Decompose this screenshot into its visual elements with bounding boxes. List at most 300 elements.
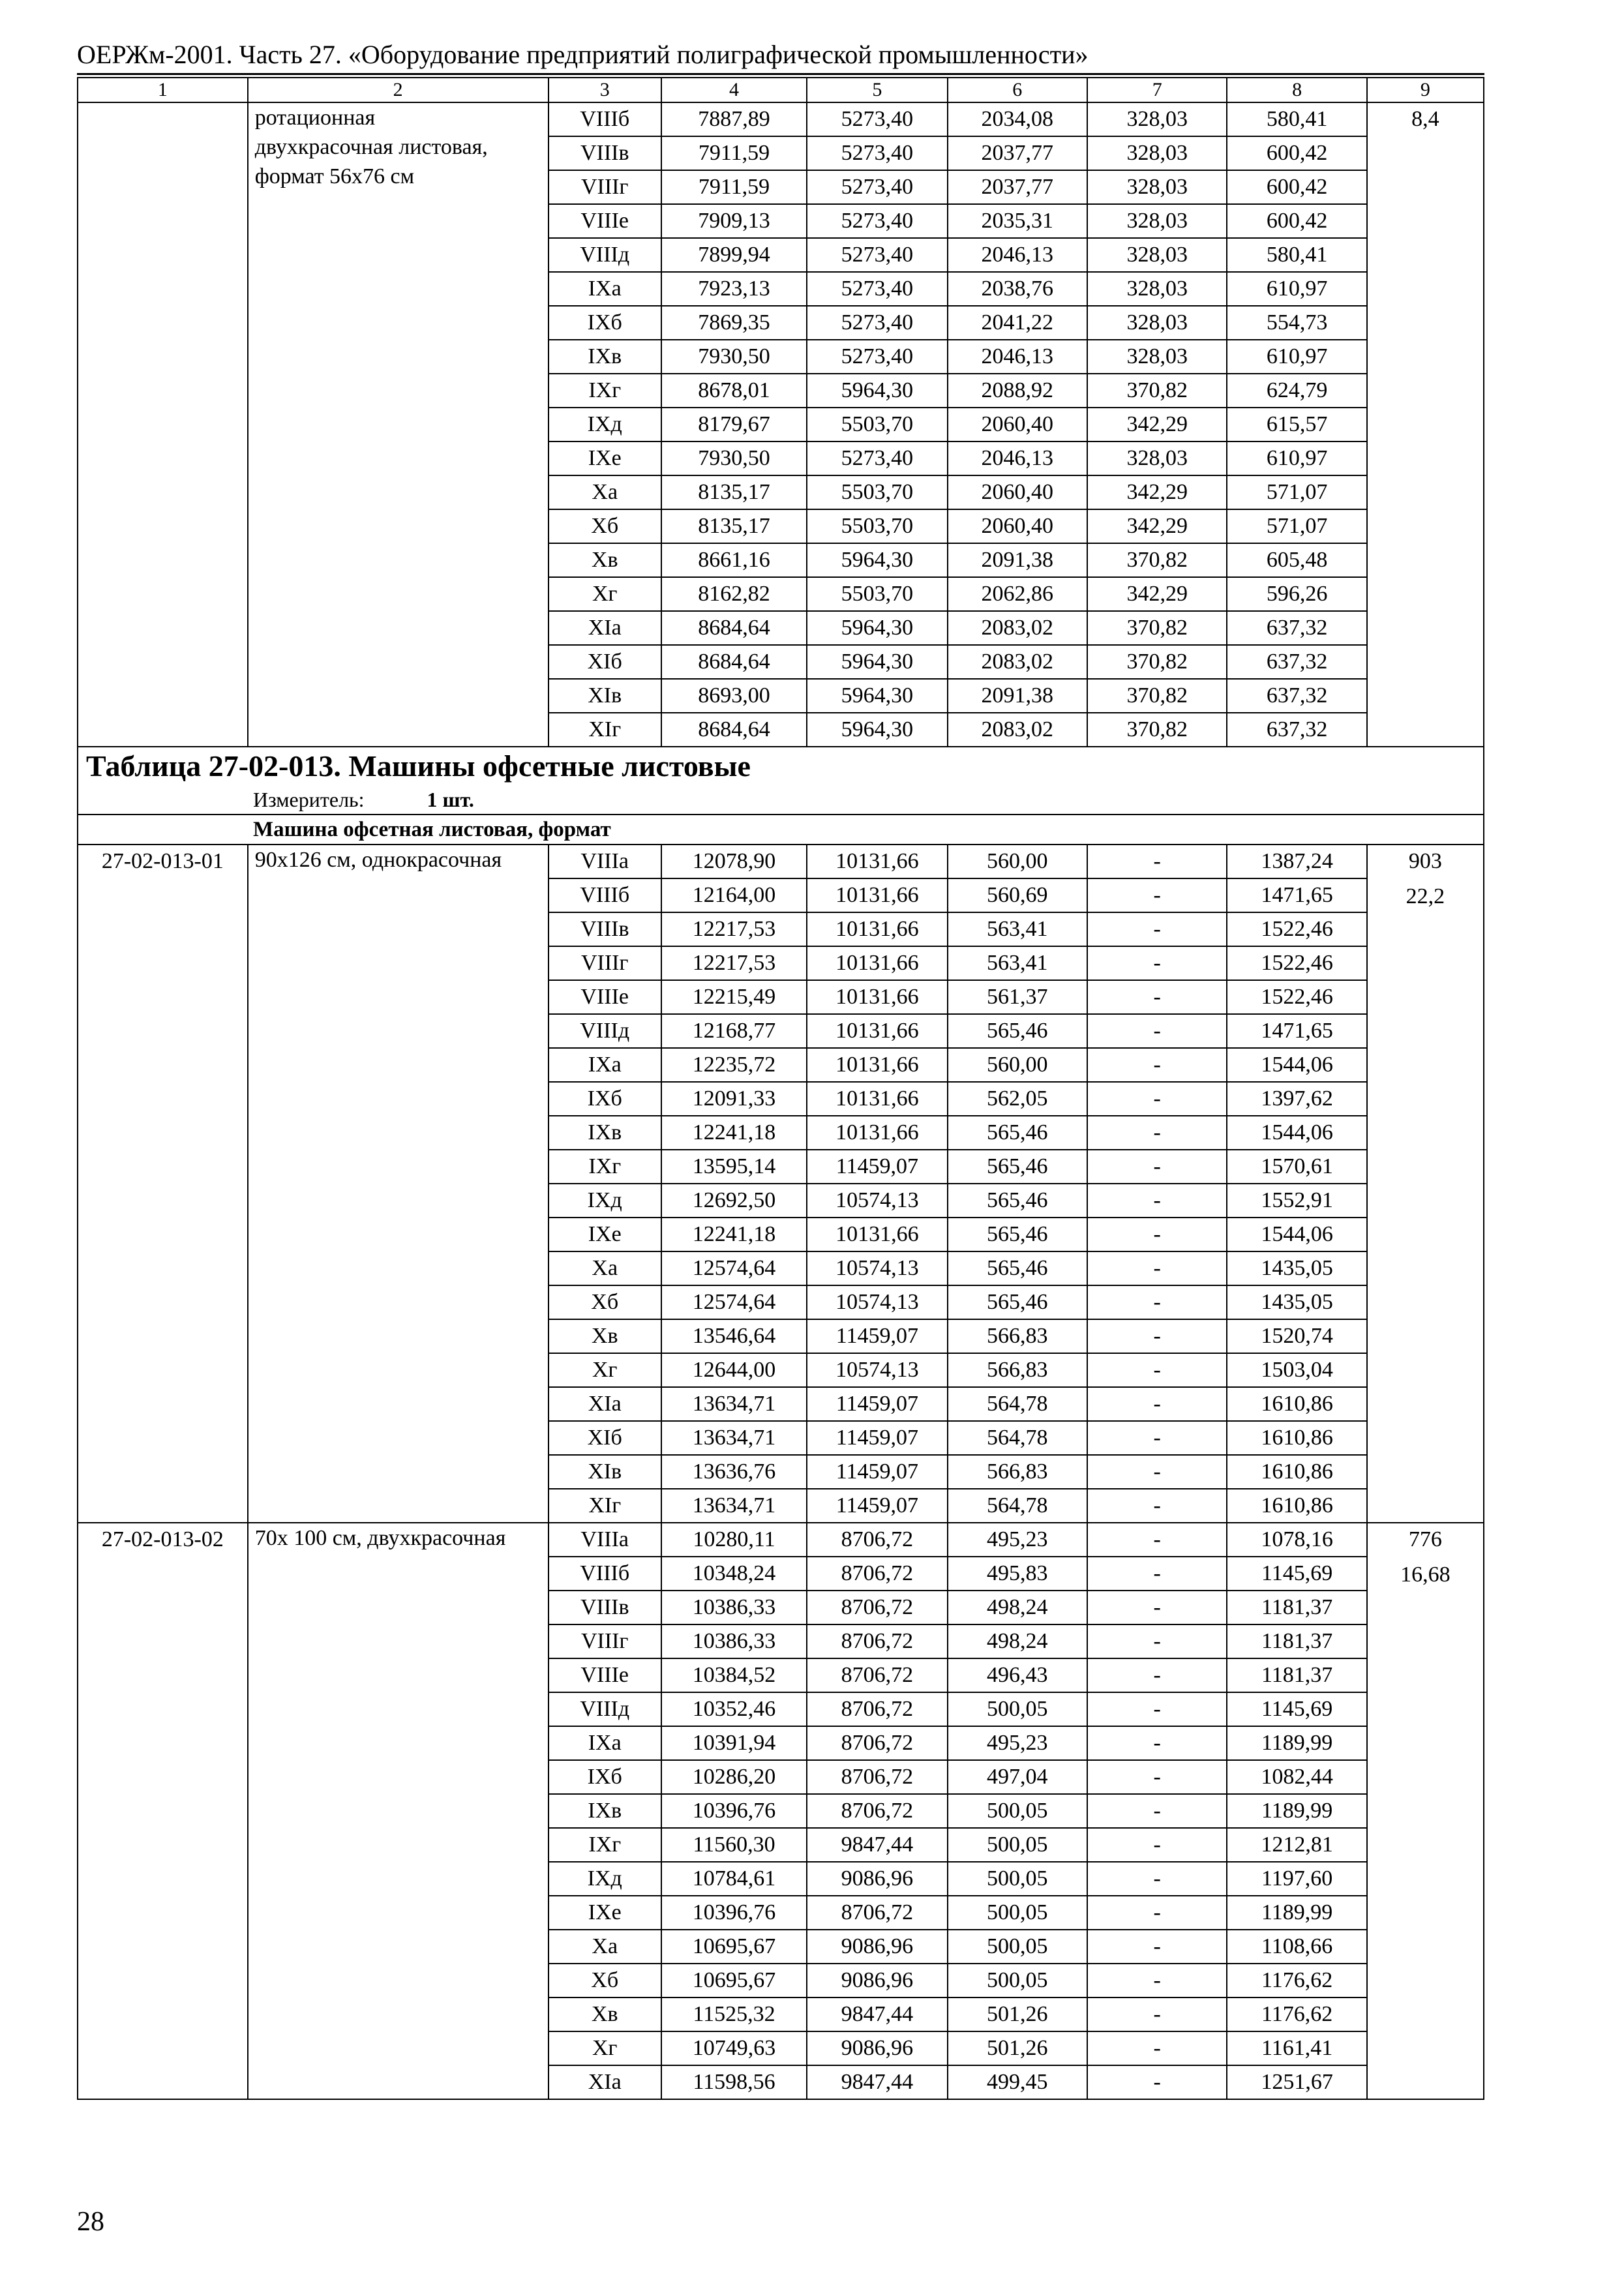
- cell-col-5: 10131,66: [807, 878, 947, 912]
- cell-col-7: -: [1087, 980, 1227, 1014]
- cell-col-7: -: [1087, 1692, 1227, 1726]
- cell-col-8: 1145,69: [1227, 1692, 1366, 1726]
- cell-col-6: 500,05: [948, 1828, 1087, 1862]
- cell-col-8: 1522,46: [1227, 912, 1366, 946]
- cell-col-6: 498,24: [948, 1624, 1087, 1658]
- cell-col-5: 5273,40: [807, 102, 947, 136]
- col-9-cell: [1367, 845, 1484, 1523]
- cell-col-6: 566,83: [948, 1455, 1087, 1489]
- cell-col-5: 5964,30: [807, 543, 947, 577]
- cell-col-7: 328,03: [1087, 204, 1227, 238]
- cell-col-7: -: [1087, 1082, 1227, 1116]
- cell-col-3: ХIа: [549, 2065, 661, 2099]
- cell-col-5: 5964,30: [807, 611, 947, 645]
- cell-col-8: 554,73: [1227, 306, 1366, 340]
- table-row: [78, 102, 1484, 136]
- unit-value: 1 шт.: [427, 788, 474, 811]
- cell-col-5: 5273,40: [807, 204, 947, 238]
- cell-col-8: 1181,37: [1227, 1658, 1366, 1692]
- cell-col-8: 1435,05: [1227, 1285, 1366, 1319]
- cell-col-4: 8179,67: [661, 408, 807, 441]
- cell-col-3: IХб: [549, 1760, 661, 1794]
- cell-col-5: 10131,66: [807, 912, 947, 946]
- cell-col-5: 8706,72: [807, 1692, 947, 1726]
- cell-col-7: 328,03: [1087, 102, 1227, 136]
- cell-col-3: Хв: [549, 1997, 661, 2031]
- cell-col-8: 1610,86: [1227, 1387, 1366, 1421]
- cell-col-5: 5273,40: [807, 238, 947, 272]
- cell-col-4: 10396,76: [661, 1896, 807, 1930]
- cell-col-6: 565,46: [948, 1285, 1087, 1319]
- cell-col-3: IХе: [549, 441, 661, 475]
- table-row: [78, 1523, 1484, 1557]
- cell-col-8: 1189,99: [1227, 1896, 1366, 1930]
- cell-col-6: 564,78: [948, 1489, 1087, 1523]
- cell-col-7: -: [1087, 1218, 1227, 1251]
- cell-col-8: 1544,06: [1227, 1218, 1366, 1251]
- cell-col-8: 1435,05: [1227, 1251, 1366, 1285]
- cell-col-4: 10391,94: [661, 1726, 807, 1760]
- cell-col-5: 5273,40: [807, 170, 947, 204]
- cell-col-6: 560,69: [948, 878, 1087, 912]
- cell-col-6: 2038,76: [948, 272, 1087, 306]
- cell-col-3: ХIг: [549, 1489, 661, 1523]
- cell-col-5: 9847,44: [807, 2065, 947, 2099]
- cell-col-3: VIIIа: [549, 845, 661, 878]
- cell-col-8: 1161,41: [1227, 2031, 1366, 2065]
- cell-col-5: 5503,70: [807, 509, 947, 543]
- cell-col-5: 10574,13: [807, 1184, 947, 1218]
- cell-col-4: 10695,67: [661, 1964, 807, 1997]
- cell-col-3: VIIIв: [549, 1591, 661, 1624]
- cell-col-5: 10131,66: [807, 946, 947, 980]
- cell-col-5: 10131,66: [807, 1116, 947, 1150]
- cell-col-5: 9847,44: [807, 1828, 947, 1862]
- cell-col-5: 11459,07: [807, 1319, 947, 1353]
- cell-col-5: 5503,70: [807, 577, 947, 611]
- cell-col-4: 13595,14: [661, 1150, 807, 1184]
- cell-col-7: 328,03: [1087, 340, 1227, 374]
- cell-col-6: 2088,92: [948, 374, 1087, 408]
- cell-col-4: 13636,76: [661, 1455, 807, 1489]
- cell-col-3: VIIIб: [549, 878, 661, 912]
- cell-col-8: 1181,37: [1227, 1624, 1366, 1658]
- cell-col-4: 12644,00: [661, 1353, 807, 1387]
- cell-col-7: -: [1087, 1557, 1227, 1591]
- cell-col-4: 11525,32: [661, 1997, 807, 2031]
- cell-col-3: ХIг: [549, 713, 661, 747]
- cell-col-7: -: [1087, 2065, 1227, 2099]
- cell-col-8: 1503,04: [1227, 1353, 1366, 1387]
- cell-col-3: Хг: [549, 1353, 661, 1387]
- cell-col-3: Хг: [549, 2031, 661, 2065]
- row-description-cell: 70х 100 см, двухкрасочная: [248, 1523, 549, 2099]
- cell-col-7: -: [1087, 1862, 1227, 1896]
- cell-col-7: -: [1087, 1896, 1227, 1930]
- cell-col-4: 12215,49: [661, 980, 807, 1014]
- page-number: 28: [77, 2207, 104, 2237]
- cell-col-4: 8135,17: [661, 509, 807, 543]
- cell-col-7: -: [1087, 1014, 1227, 1048]
- cell-col-4: 13546,64: [661, 1319, 807, 1353]
- cell-col-6: 501,26: [948, 2031, 1087, 2065]
- cell-col-8: 1570,61: [1227, 1150, 1366, 1184]
- cell-col-6: 2091,38: [948, 679, 1087, 713]
- cell-col-3: VIIIв: [549, 136, 661, 170]
- table-title: Таблица 27-02-013. Машины офсетные листовые: [78, 747, 1484, 785]
- column-number: 8: [1227, 78, 1366, 102]
- cell-col-8: 1552,91: [1227, 1184, 1366, 1218]
- cell-col-8: 600,42: [1227, 170, 1366, 204]
- cell-col-4: 12217,53: [661, 912, 807, 946]
- cell-col-6: 563,41: [948, 912, 1087, 946]
- cell-col-5: 10574,13: [807, 1285, 947, 1319]
- cell-col-6: 500,05: [948, 1964, 1087, 1997]
- cell-col-3: VIIIд: [549, 1692, 661, 1726]
- cell-col-6: 2091,38: [948, 543, 1087, 577]
- cell-col-6: 501,26: [948, 1997, 1087, 2031]
- cell-col-3: IХа: [549, 272, 661, 306]
- cell-col-5: 9086,96: [807, 1964, 947, 1997]
- column-number-row: [78, 78, 1484, 102]
- cell-col-5: 9086,96: [807, 1862, 947, 1896]
- cell-col-7: -: [1087, 1930, 1227, 1964]
- cell-col-5: 8706,72: [807, 1794, 947, 1828]
- cell-col-6: 2062,86: [948, 577, 1087, 611]
- cell-col-5: 5273,40: [807, 272, 947, 306]
- cell-col-3: IХд: [549, 1184, 661, 1218]
- cell-col-8: 1471,65: [1227, 878, 1366, 912]
- cell-col-7: -: [1087, 1489, 1227, 1523]
- cell-col-6: 565,46: [948, 1251, 1087, 1285]
- cell-col-8: 1176,62: [1227, 1997, 1366, 2031]
- cell-col-5: 5273,40: [807, 340, 947, 374]
- cell-col-4: 12241,18: [661, 1116, 807, 1150]
- cell-col-7: -: [1087, 1828, 1227, 1862]
- cell-col-4: 8684,64: [661, 713, 807, 747]
- cell-col-6: 2046,13: [948, 441, 1087, 475]
- cell-col-3: IХа: [549, 1726, 661, 1760]
- cell-col-8: 615,57: [1227, 408, 1366, 441]
- cell-col-6: 565,46: [948, 1014, 1087, 1048]
- cell-col-4: 8135,17: [661, 475, 807, 509]
- cell-col-4: 10352,46: [661, 1692, 807, 1726]
- col-9-cell: [1367, 102, 1484, 747]
- cell-col-6: 566,83: [948, 1353, 1087, 1387]
- cell-col-6: 500,05: [948, 1692, 1087, 1726]
- cell-col-8: 1522,46: [1227, 946, 1366, 980]
- cell-col-8: 1544,06: [1227, 1116, 1366, 1150]
- cell-col-5: 10131,66: [807, 980, 947, 1014]
- cell-col-3: IХв: [549, 340, 661, 374]
- cell-col-6: 2034,08: [948, 102, 1087, 136]
- cell-col-3: ХIб: [549, 1421, 661, 1455]
- cell-col-8: 610,97: [1227, 340, 1366, 374]
- cell-col-4: 7930,50: [661, 441, 807, 475]
- cell-col-4: 13634,71: [661, 1489, 807, 1523]
- unit-label: Измеритель:: [253, 788, 365, 811]
- cell-col-5: 8706,72: [807, 1624, 947, 1658]
- cell-col-5: 5964,30: [807, 374, 947, 408]
- cell-col-8: 637,32: [1227, 679, 1366, 713]
- page-header: ОЕРЖм-2001. Часть 27. «Оборудование предприятий полиграфической промышленности»: [77, 40, 1089, 69]
- cell-col-4: 7869,35: [661, 306, 807, 340]
- cell-col-7: 370,82: [1087, 645, 1227, 679]
- cell-col-4: 10386,33: [661, 1624, 807, 1658]
- cell-col-7: -: [1087, 1048, 1227, 1082]
- cell-col-4: 7923,13: [661, 272, 807, 306]
- cell-col-8: 1522,46: [1227, 980, 1366, 1014]
- cell-col-6: 565,46: [948, 1116, 1087, 1150]
- cell-col-7: 342,29: [1087, 509, 1227, 543]
- cell-col-7: -: [1087, 1387, 1227, 1421]
- cell-col-6: 495,23: [948, 1523, 1087, 1557]
- cell-col-7: 328,03: [1087, 306, 1227, 340]
- cell-col-7: 342,29: [1087, 475, 1227, 509]
- cell-col-6: 497,04: [948, 1760, 1087, 1794]
- cell-col-5: 11459,07: [807, 1455, 947, 1489]
- cell-col-3: VIIIв: [549, 912, 661, 946]
- cell-col-8: 1397,62: [1227, 1082, 1366, 1116]
- cell-col-8: 637,32: [1227, 713, 1366, 747]
- cell-col-7: 370,82: [1087, 679, 1227, 713]
- cell-col-8: 637,32: [1227, 645, 1366, 679]
- unit-cell: [78, 785, 1484, 815]
- cell-col-4: 13634,71: [661, 1387, 807, 1421]
- column-number: 5: [807, 78, 947, 102]
- cell-col-3: Хв: [549, 543, 661, 577]
- cell-col-7: -: [1087, 878, 1227, 912]
- cell-col-5: 8706,72: [807, 1760, 947, 1794]
- cell-col-7: -: [1087, 845, 1227, 878]
- column-number: 4: [661, 78, 807, 102]
- cell-col-5: 8706,72: [807, 1557, 947, 1591]
- cell-col-8: 1520,74: [1227, 1319, 1366, 1353]
- cell-col-5: 10131,66: [807, 1014, 947, 1048]
- col-9-value: 16,68: [1400, 1563, 1451, 1587]
- cell-col-6: 499,45: [948, 2065, 1087, 2099]
- cell-col-8: 580,41: [1227, 102, 1366, 136]
- cell-col-4: 12574,64: [661, 1285, 807, 1319]
- cell-col-4: 12091,33: [661, 1082, 807, 1116]
- group-header-row: [78, 815, 1484, 845]
- cell-col-8: 1189,99: [1227, 1726, 1366, 1760]
- cell-col-5: 10131,66: [807, 1048, 947, 1082]
- column-number: 3: [549, 78, 661, 102]
- cell-col-4: 8678,01: [661, 374, 807, 408]
- cell-col-6: 500,05: [948, 1930, 1087, 1964]
- cell-col-5: 5273,40: [807, 136, 947, 170]
- row-description-cell: ротационная двухкрасочная листовая, формат 56х76 см: [248, 102, 549, 747]
- cell-col-8: 605,48: [1227, 543, 1366, 577]
- cell-col-6: 560,00: [948, 845, 1087, 878]
- cell-col-7: -: [1087, 1319, 1227, 1353]
- cell-col-3: Ха: [549, 475, 661, 509]
- cell-col-4: 11560,30: [661, 1828, 807, 1862]
- cell-col-3: ХIв: [549, 679, 661, 713]
- cell-col-3: VIIIг: [549, 946, 661, 980]
- cell-col-7: 328,03: [1087, 238, 1227, 272]
- cell-col-7: 370,82: [1087, 713, 1227, 747]
- cell-col-3: VIIIа: [549, 1523, 661, 1557]
- cell-col-7: -: [1087, 1251, 1227, 1285]
- cell-col-6: 495,23: [948, 1726, 1087, 1760]
- cell-col-3: VIIIд: [549, 238, 661, 272]
- cell-col-6: 2083,02: [948, 713, 1087, 747]
- cell-col-7: 328,03: [1087, 136, 1227, 170]
- cell-col-5: 10574,13: [807, 1353, 947, 1387]
- cell-col-8: 637,32: [1227, 611, 1366, 645]
- cell-col-3: ХIа: [549, 1387, 661, 1421]
- cell-col-6: 498,24: [948, 1591, 1087, 1624]
- cell-col-4: 10348,24: [661, 1557, 807, 1591]
- cell-col-6: 2083,02: [948, 611, 1087, 645]
- cell-col-8: 1212,81: [1227, 1828, 1366, 1862]
- cell-col-6: 563,41: [948, 946, 1087, 980]
- table-title-row: [78, 747, 1484, 785]
- cell-col-8: 1610,86: [1227, 1489, 1366, 1523]
- cell-col-6: 2037,77: [948, 136, 1087, 170]
- cell-col-7: 328,03: [1087, 441, 1227, 475]
- column-number: 2: [248, 78, 549, 102]
- cell-col-5: 8706,72: [807, 1726, 947, 1760]
- cell-col-3: Хг: [549, 577, 661, 611]
- cell-col-8: 600,42: [1227, 204, 1366, 238]
- cell-col-5: 8706,72: [807, 1591, 947, 1624]
- cell-col-8: 1251,67: [1227, 2065, 1366, 2099]
- cell-col-8: 580,41: [1227, 238, 1366, 272]
- cell-col-4: 12078,90: [661, 845, 807, 878]
- cell-col-3: VIIIд: [549, 1014, 661, 1048]
- cell-col-5: 9847,44: [807, 1997, 947, 2031]
- cell-col-5: 8706,72: [807, 1896, 947, 1930]
- cell-col-5: 11459,07: [807, 1387, 947, 1421]
- cell-col-4: 10280,11: [661, 1523, 807, 1557]
- cell-col-8: 1078,16: [1227, 1523, 1366, 1557]
- col-9-value: 776: [1408, 1527, 1442, 1551]
- cell-col-4: 12168,77: [661, 1014, 807, 1048]
- cell-col-8: 1181,37: [1227, 1591, 1366, 1624]
- cell-col-5: 8706,72: [807, 1523, 947, 1557]
- cell-col-3: IХд: [549, 408, 661, 441]
- row-description-cell: 90х126 см, однокрасочная: [248, 845, 549, 1523]
- cell-col-5: 10131,66: [807, 1218, 947, 1251]
- cell-col-6: 2037,77: [948, 170, 1087, 204]
- cell-col-3: VIIIе: [549, 1658, 661, 1692]
- cell-col-5: 11459,07: [807, 1489, 947, 1523]
- cell-col-3: VIIIг: [549, 170, 661, 204]
- cell-col-4: 10384,52: [661, 1658, 807, 1692]
- cell-col-3: IХа: [549, 1048, 661, 1082]
- cell-col-4: 12692,50: [661, 1184, 807, 1218]
- cell-col-3: IХв: [549, 1116, 661, 1150]
- table-body: [78, 78, 1484, 2099]
- cell-col-7: -: [1087, 1353, 1227, 1387]
- cell-col-5: 9086,96: [807, 2031, 947, 2065]
- cell-col-6: 560,00: [948, 1048, 1087, 1082]
- cell-col-5: 5503,70: [807, 408, 947, 441]
- cell-col-5: 5964,30: [807, 645, 947, 679]
- cell-col-8: 1387,24: [1227, 845, 1366, 878]
- cell-col-6: 2060,40: [948, 475, 1087, 509]
- cell-col-4: 10695,67: [661, 1930, 807, 1964]
- cell-col-6: 2083,02: [948, 645, 1087, 679]
- cell-col-3: ХIа: [549, 611, 661, 645]
- cell-col-4: 7911,59: [661, 170, 807, 204]
- cell-col-7: 370,82: [1087, 543, 1227, 577]
- cell-col-5: 5273,40: [807, 306, 947, 340]
- cell-col-6: 2060,40: [948, 408, 1087, 441]
- cell-col-6: 2060,40: [948, 509, 1087, 543]
- cell-col-7: 370,82: [1087, 374, 1227, 408]
- cell-col-6: 500,05: [948, 1896, 1087, 1930]
- cell-col-4: 10784,61: [661, 1862, 807, 1896]
- row-code-cell: 27-02-013-01: [78, 845, 248, 1523]
- cell-col-6: 2046,13: [948, 340, 1087, 374]
- cell-col-6: 500,05: [948, 1794, 1087, 1828]
- cell-col-6: 496,43: [948, 1658, 1087, 1692]
- cell-col-6: 2041,22: [948, 306, 1087, 340]
- cell-col-3: IХг: [549, 1150, 661, 1184]
- cell-col-5: 5964,30: [807, 679, 947, 713]
- cell-col-4: 7899,94: [661, 238, 807, 272]
- header-rule: [77, 73, 1484, 75]
- cell-col-7: -: [1087, 1150, 1227, 1184]
- cell-col-5: 5503,70: [807, 475, 947, 509]
- cell-col-3: IХб: [549, 1082, 661, 1116]
- cell-col-3: IХг: [549, 374, 661, 408]
- cell-col-3: IХб: [549, 306, 661, 340]
- cell-col-6: 565,46: [948, 1150, 1087, 1184]
- column-number: 6: [948, 78, 1087, 102]
- cell-col-3: IХе: [549, 1896, 661, 1930]
- col-9-value: 22,2: [1406, 884, 1445, 908]
- cell-col-7: -: [1087, 1591, 1227, 1624]
- cell-col-5: 9086,96: [807, 1930, 947, 1964]
- cell-col-7: 342,29: [1087, 408, 1227, 441]
- cell-col-7: 370,82: [1087, 611, 1227, 645]
- cell-col-5: 8706,72: [807, 1658, 947, 1692]
- cell-col-4: 12241,18: [661, 1218, 807, 1251]
- cell-col-4: 7887,89: [661, 102, 807, 136]
- cell-col-3: Хб: [549, 509, 661, 543]
- cell-col-4: 12164,00: [661, 878, 807, 912]
- rates-table: [77, 77, 1484, 2100]
- cell-col-3: Хб: [549, 1964, 661, 1997]
- cell-col-7: -: [1087, 1421, 1227, 1455]
- cell-col-8: 1544,06: [1227, 1048, 1366, 1082]
- cell-col-3: IХг: [549, 1828, 661, 1862]
- cell-col-3: VIIIг: [549, 1624, 661, 1658]
- col-9-value: 903: [1408, 849, 1442, 873]
- cell-col-4: 12574,64: [661, 1251, 807, 1285]
- cell-col-8: 600,42: [1227, 136, 1366, 170]
- cell-col-4: 11598,56: [661, 2065, 807, 2099]
- cell-col-8: 1176,62: [1227, 1964, 1366, 1997]
- cell-col-3: VIIIе: [549, 980, 661, 1014]
- cell-col-4: 13634,71: [661, 1421, 807, 1455]
- cell-col-8: 1471,65: [1227, 1014, 1366, 1048]
- cell-col-7: -: [1087, 2031, 1227, 2065]
- cell-col-5: 10574,13: [807, 1251, 947, 1285]
- cell-col-6: 564,78: [948, 1387, 1087, 1421]
- cell-col-3: Хб: [549, 1285, 661, 1319]
- cell-col-7: 328,03: [1087, 272, 1227, 306]
- cell-col-6: 2035,31: [948, 204, 1087, 238]
- cell-col-8: 1189,99: [1227, 1794, 1366, 1828]
- cell-col-4: 8162,82: [661, 577, 807, 611]
- cell-col-8: 571,07: [1227, 509, 1366, 543]
